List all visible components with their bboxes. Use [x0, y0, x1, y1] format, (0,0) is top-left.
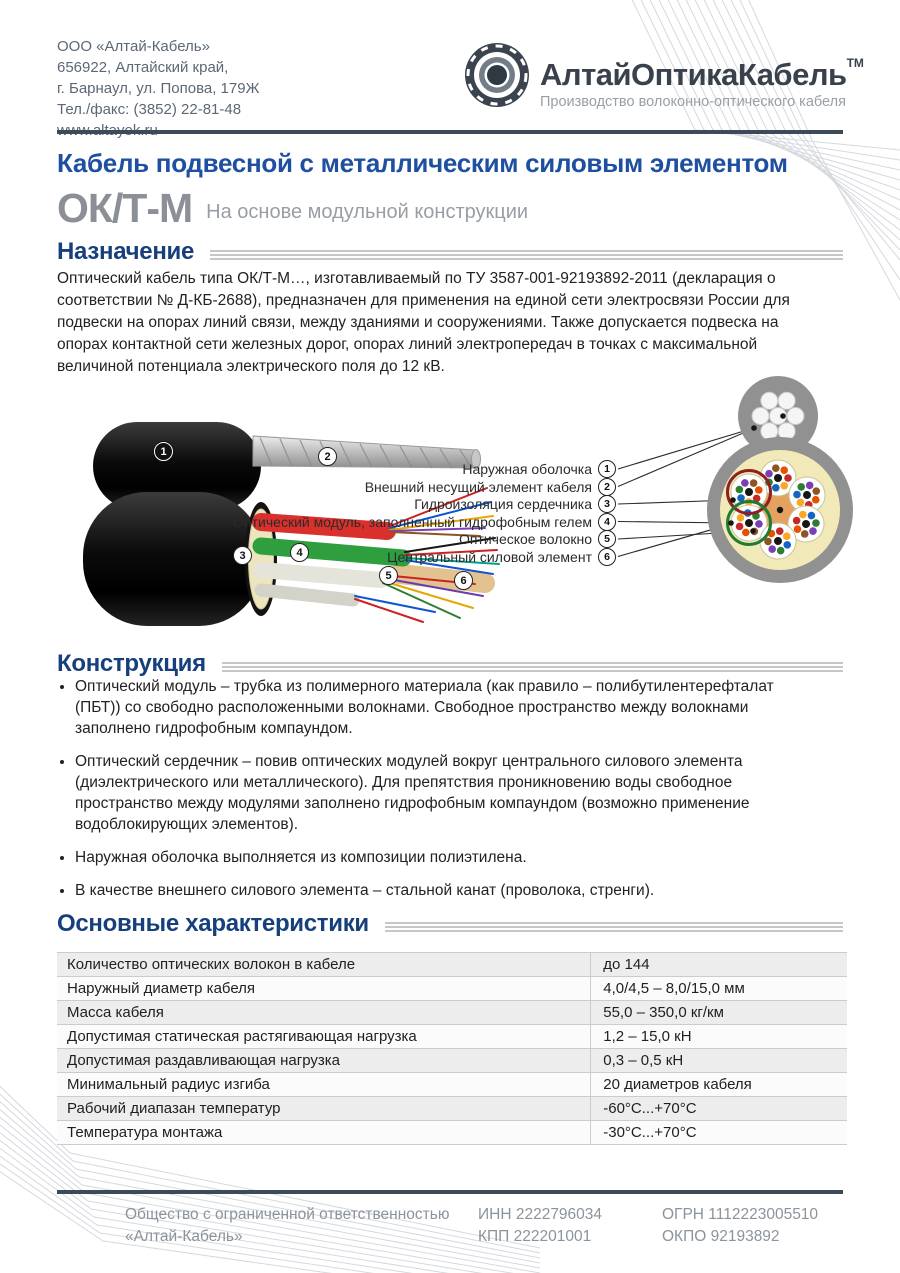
table-row — [57, 1025, 847, 1049]
callout-row — [459, 530, 616, 548]
company-logo — [462, 40, 532, 110]
badge-core-waterproofing: 3 — [233, 546, 252, 565]
table-row-value: 0,3 – 0,5 кН — [590, 1049, 847, 1072]
callout-number: 5 — [598, 530, 616, 548]
badge-outer-sheath: 1 — [154, 442, 173, 461]
table-row-value: до 144 — [590, 953, 847, 976]
section-characteristics-header — [57, 910, 843, 938]
heading-rule — [385, 922, 843, 932]
footer-kpp: КПП 222201001 — [478, 1228, 592, 1245]
table-row — [57, 977, 847, 1001]
table-row-label: Минимальный радиус изгиба — [67, 1076, 270, 1093]
callout-label: Гидроизоляция сердечника — [414, 496, 592, 512]
section-heading: Назначение — [57, 238, 195, 265]
cable-cross-section — [707, 376, 853, 583]
heading-rule — [210, 250, 843, 260]
footer-registry-ids — [662, 1204, 818, 1248]
brand-tagline: Производство волоконно-оптического кабеля — [540, 94, 846, 110]
table-row — [57, 1121, 847, 1145]
table-row-label: Допустимая раздавливающая нагрузка — [67, 1052, 340, 1069]
footer-company — [125, 1204, 449, 1248]
callout-label: Внешний несущий элемент кабеля — [364, 478, 592, 495]
header-divider — [57, 130, 843, 134]
address-line: г. Барнаул, ул. Попова, 179Ж — [57, 80, 260, 97]
callout-row — [414, 495, 616, 513]
construction-item: • Оптический сердечник – повив оптических модулей вокруг центрального силового элемента (диэлектрического или металлического). Для препятствия проникновению воды свободное пространство между модулями заполнено гидрофобным компаундом (возможно применение водоблокирующих элементов). — [75, 751, 820, 835]
model-name: ОК/Т-М — [57, 185, 193, 231]
table-row — [57, 1001, 847, 1025]
table-row-value: -30°С...+70°С — [590, 1121, 847, 1144]
table-row — [57, 1073, 847, 1097]
characteristics-table — [57, 952, 847, 1145]
footer-divider — [57, 1190, 843, 1194]
model-subtitle: На основе модульной конструкции — [206, 201, 529, 223]
badge-central-element: 6 — [454, 571, 473, 590]
construction-item: • Наружная оболочка выполняется из композиции полиэтилена. — [75, 847, 820, 868]
callout-number: 3 — [598, 495, 616, 513]
callout-number: 2 — [598, 478, 616, 496]
callout-number: 6 — [598, 548, 616, 566]
table-row-label: Масса кабеля — [67, 1004, 164, 1021]
table-row — [57, 1097, 847, 1121]
section-purpose-header — [57, 238, 843, 266]
callout-row — [365, 478, 616, 496]
table-row-value: 20 диаметров кабеля — [590, 1073, 847, 1096]
table-row-label: Количество оптических волокон в кабеле — [67, 956, 356, 973]
purpose-text: Оптический кабель типа ОК/Т-М…, изготавливаемый по ТУ 3587-001-92193892-2011 (декларация о соответствии № Д-КБ-2688), предназначен для применения на единой сети электросвязи России для подвески на опорах линий связи, между зданиями и сооружениями. Также допускается подвеска на опорах контактной сети железных дорог, опорах линий электропередач в точках с максимальной величиной потенциала электрического поля до 12 кВ. — [57, 270, 790, 375]
table-row-label: Температура монтажа — [67, 1124, 223, 1141]
section-heading: Основные характеристики — [57, 910, 369, 937]
badge-optical-module: 4 — [290, 543, 309, 562]
footer-tax-ids — [478, 1204, 602, 1248]
brand-block — [540, 46, 864, 110]
footer-inn: ИНН 2222796034 — [478, 1206, 603, 1223]
table-row-value: 4,0/4,5 – 8,0/15,0 мм — [590, 977, 847, 1000]
table-row-label: Допустимая статическая растягивающая нагрузка — [67, 1028, 417, 1045]
footer-company-line: Общество с ограниченной ответственностью — [125, 1206, 450, 1223]
table-row — [57, 953, 847, 977]
callout-number: 1 — [598, 460, 616, 478]
table-row-value: 55,0 – 350,0 кг/км — [590, 1001, 847, 1024]
construction-item: • В качестве внешнего силового элемента – стальной канат (проволока, стренги). — [75, 880, 820, 901]
callout-row — [233, 513, 616, 531]
callout-label: Оптическое волокно — [458, 531, 592, 547]
callout-label: Оптический модуль, заполненный гидрофобным гелем — [233, 513, 592, 530]
cable-diagram — [55, 370, 865, 652]
document-title: Кабель подвесной с металлическим силовым элементом — [57, 148, 788, 178]
table-row — [57, 1049, 847, 1073]
address-line: Тел./факс: (3852) 22-81-48 — [57, 101, 242, 118]
address-line: ООО «Алтай-Кабель» — [57, 38, 210, 55]
construction-item: • Оптический модуль – трубка из полимерного материала (как правило – полибутилентерефталат (ПБТ)) со свободно расположенными волокнами. Свободное пространство между волокнами заполнено гидрофобным компаундом. — [75, 676, 820, 739]
callout-label: Центральный силовой элемент — [387, 548, 592, 565]
heading-rule — [222, 662, 843, 672]
table-row-label: Рабочий диапазан температур — [67, 1100, 281, 1117]
footer-okpo: ОКПО 92193892 — [662, 1228, 780, 1245]
callout-row — [387, 548, 616, 566]
table-row-value: -60°С...+70°С — [590, 1097, 847, 1120]
section-heading: Конструкция — [57, 650, 206, 677]
footer-company-line: «Алтай-Кабель» — [125, 1228, 243, 1245]
badge-messenger-wire: 2 — [318, 447, 337, 466]
callout-row — [462, 460, 616, 478]
callout-label: Наружная оболочка — [462, 461, 592, 477]
trademark-mark: ТМ — [846, 56, 864, 70]
table-row-value: 1,2 – 15,0 кН — [590, 1025, 847, 1048]
footer-ogrn: ОГРН 1112223005510 — [662, 1206, 819, 1223]
section-construction-header — [57, 650, 843, 678]
badge-optical-fiber: 5 — [379, 566, 398, 585]
company-address — [57, 36, 259, 141]
address-line: 656922, Алтайский край, — [57, 59, 229, 76]
callout-number: 4 — [598, 513, 616, 531]
brand-name: АлтайОптикаКабель$^{ТМ}$ — [540, 56, 864, 92]
model-row — [57, 186, 528, 230]
construction-list — [57, 676, 820, 913]
table-row-label: Наружный диаметр кабеля — [67, 980, 256, 997]
